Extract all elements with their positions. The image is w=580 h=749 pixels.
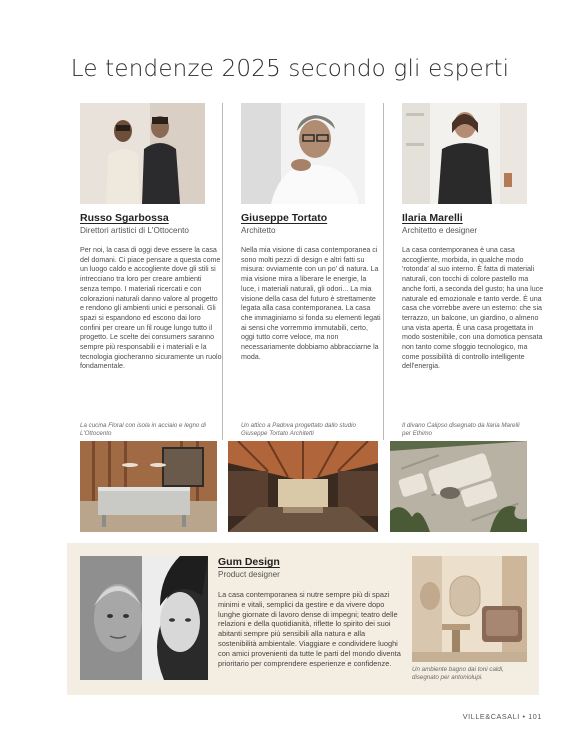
page-footer: VILLE&CASALI • 101 xyxy=(462,712,542,721)
column-divider xyxy=(383,103,384,440)
expert-bio: Per noi, la casa di oggi deve essere la casa del domani. Ci piace pensare a questa come un luogo caldo e accogliente dove gli stili si intrecciano tra loro per creare ambienti senza tempo. I materiali ricercati e con colorazioni naturali danno valore al progetto e rendono gli ambienti unici e personali. Gli spazi si espandono ed escono dai loro confini per creare un fil rouge lungo tutto il progetto. Le scelte dei consumers saranno sempre più responsabili e i materiali e la tecnologia giocheranno sicuramente un ruolo fondamentale. xyxy=(80,246,222,371)
portrait-gum-design xyxy=(80,556,208,680)
photo-caption: Un attico a Padova progettato dallo studio Giuseppe Tortato Architetti xyxy=(241,422,356,437)
photo-attic xyxy=(228,441,378,532)
expert-name: Gum Design xyxy=(218,556,280,568)
expert-role: Architetto xyxy=(241,226,276,235)
column-divider xyxy=(222,103,223,440)
expert-bio: La casa contemporanea si nutre sempre più di spazi minimi e vitali, semplici da gestire e da vivere dopo lunghe giornate di lavoro dense di impegni; teatro delle relazioni e della quotidianità, riflette lo spirito dei suoi abitanti sempre più sensibili alla natura e alla sostenibilità ambientale. Viaggiare e condividere luoghi con amici provenienti da tutte le parti del mondo diventa prioritario per comprendere esperienze e confidenze. xyxy=(218,590,401,668)
photo-bathroom xyxy=(412,556,527,662)
expert-bio: Nella mia visione di casa contemporanea ci sono molti pezzi di design e altri fatti su misura: ovviamente con un po' di natura. La mia visione mira a liberare le energie, la luce, i materiali naturali, gli odori... La mia visione della casa del futuro è strettamente legata alla casa contemporanea. La casa che immaginiamo si fonda su elementi legati ai sensi che vorremmo immutabili, certo, oggi tutto corre veloce, ma non necessariamente dobbiamo abbracciarne la moda. xyxy=(241,246,381,361)
portrait-ilaria-marelli xyxy=(402,103,527,204)
expert-column-russo-sgarbossa xyxy=(80,212,222,372)
expert-role: Product designer xyxy=(218,570,280,579)
page-title: Le tendenze 2025 secondo gli esperti xyxy=(70,56,510,82)
expert-role: Direttori artistici di L'Ottocento xyxy=(80,226,189,235)
portrait-russo-sgarbossa xyxy=(80,103,205,204)
expert-name: Ilaria Marelli xyxy=(402,212,463,224)
expert-name: Russo Sgarbossa xyxy=(80,212,169,224)
photo-caption: La cucina Floral con isola in acciaio e legno di L'Ottocento xyxy=(80,422,206,437)
featured-expert-column xyxy=(218,556,404,668)
photo-kitchen xyxy=(80,441,217,532)
photo-caption: Il divano Calipso disegnato da Ilaria Marelli per Ethimo xyxy=(402,422,520,437)
expert-name: Giuseppe Tortato xyxy=(241,212,328,224)
portrait-giuseppe-tortato xyxy=(241,103,365,204)
photo-caption: Un ambiente bagno dai toni caldi, disegnato per antoniolupi. xyxy=(412,666,504,681)
expert-role: Architetto e designer xyxy=(402,226,478,235)
expert-column-ilaria-marelli xyxy=(402,212,544,372)
expert-column-giuseppe-tortato xyxy=(241,212,383,362)
expert-bio: La casa contemporanea è una casa accogliente, morbida, in qualche modo 'rotonda' al suo interno. È fatta di materiali naturali, con tocchi di colore pastello ma anche forti, a seconda del gusto; ha una luce naturale ed emozionale e tanto verde. È una casa che vorrebbe avere un esterno: che sia terrazzo, un balcone, un giardino, o almeno una vista aperta. È una casa progettata in modo sostenibile, con una domotica pensata non tanto come sfoggio tecnologico, ma come possibilità di controllo intelligente dell'energia. xyxy=(402,246,544,371)
photo-outdoor-sofa xyxy=(390,441,527,532)
